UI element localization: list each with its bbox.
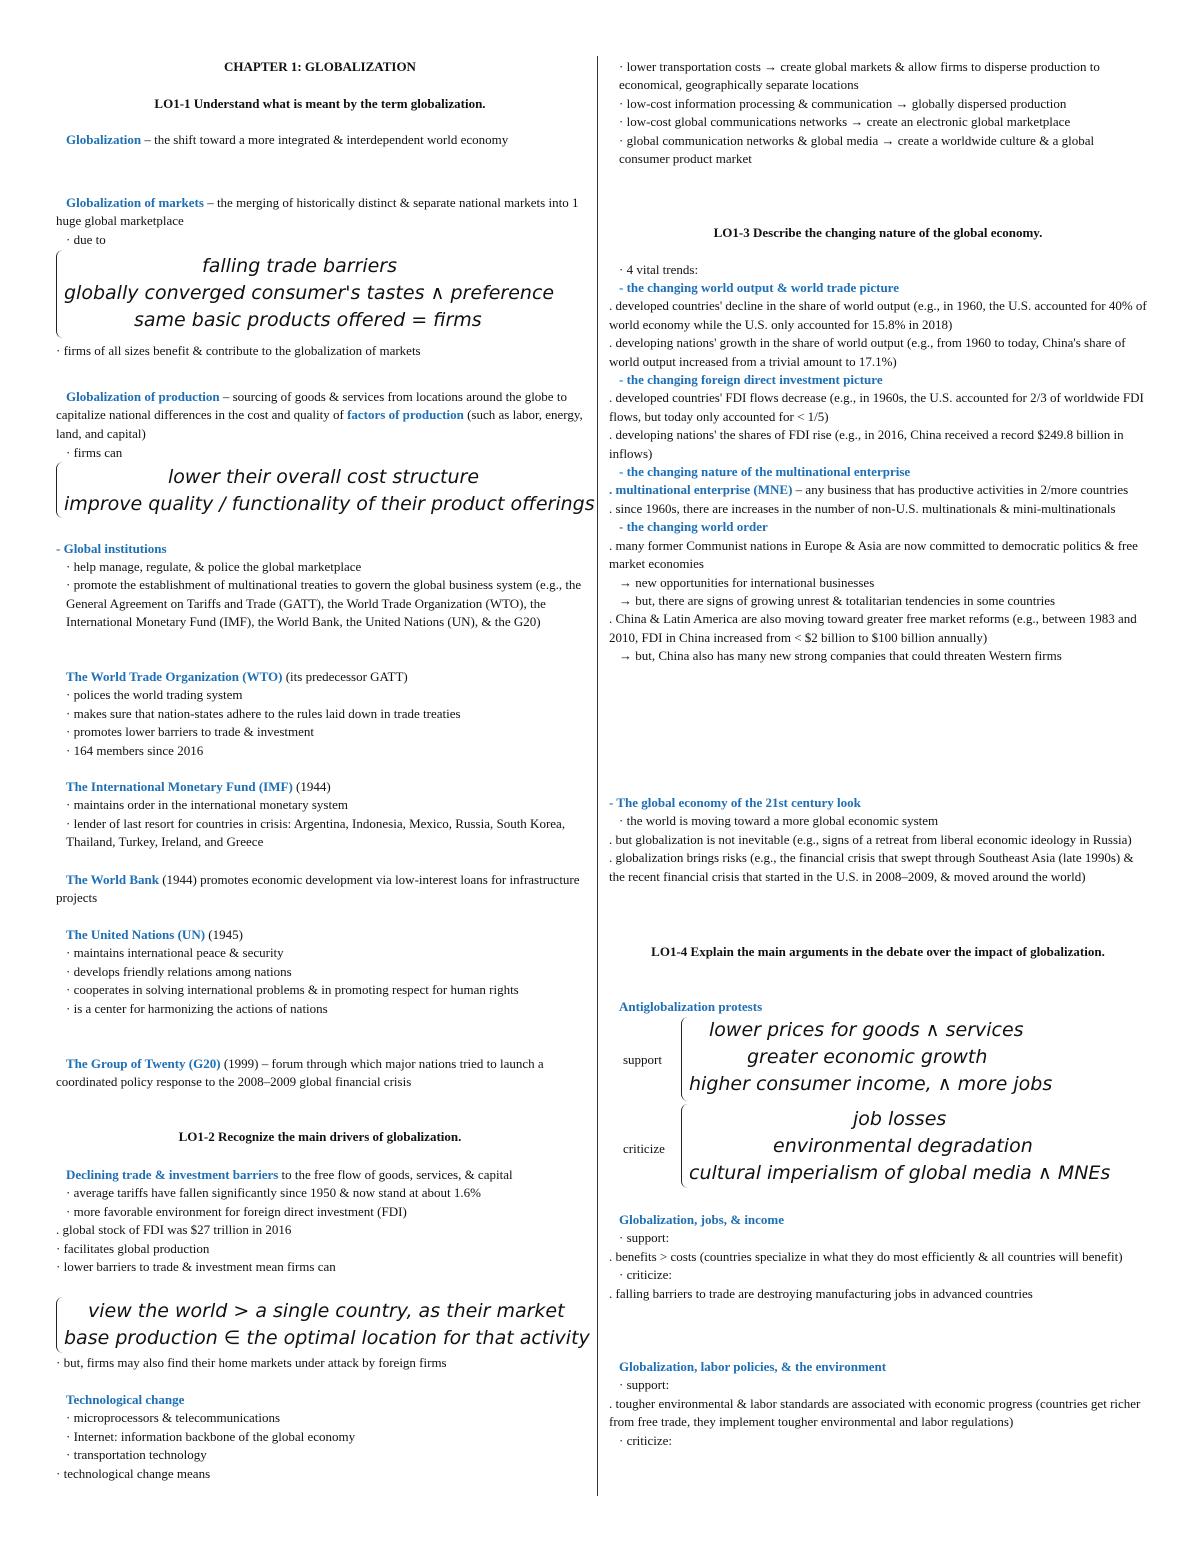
- trend3-term: - the changing nature of the multinational enterprise: [619, 464, 911, 480]
- globalization-definition: [56, 131, 584, 149]
- tech-block: [56, 1391, 584, 1483]
- list-item: . benefits > costs (countries specialize in what they do most efficiently & all countries will benefit): [609, 1248, 1123, 1264]
- world-bank-block: [56, 871, 584, 908]
- list-item: · lender of last resort for countries in crisis: Argentina, Indonesia, Mexico, Russia, South Korea, Thailand, Turkey, Ireland, and Greece: [66, 815, 566, 850]
- list-item: · the world is moving toward a more global economic system: [619, 813, 939, 829]
- list-item: · global communication networks & global media → create a worldwide culture & a global consumer product market: [619, 132, 1095, 167]
- list-item: · develops friendly relations among nations: [66, 963, 292, 979]
- list-item: · help manage, regulate, & police the global marketplace: [66, 559, 362, 574]
- declining-barriers-block: [56, 1166, 584, 1276]
- list-item: . many former Communist nations in Europe & Asia are now committed to democratic politics & free market economies: [609, 537, 1138, 572]
- glob-production-definition: [56, 388, 584, 443]
- declining-barriers-term: Declining trade & investment barriers: [66, 1167, 279, 1182]
- trend2-term: - the changing foreign direct investment picture: [619, 372, 883, 388]
- global21-term: - The global economy of the 21st century look: [609, 795, 861, 810]
- list-item: . tougher environmental & labor standards are associated with economic progress (countries get richer from free trade, they implement tougher environmental and labor regulations): [609, 1395, 1141, 1430]
- wto-term: The World Trade Organization (WTO): [66, 669, 283, 684]
- mne-def: – any business that has productive activities in 2/more countries: [792, 482, 1129, 498]
- formula-line: falling trade barriers: [202, 255, 398, 277]
- formula-line: greater economic growth: [747, 1046, 988, 1068]
- list-item: · microprocessors & telecommunications: [66, 1410, 281, 1426]
- criticize-brace: [681, 1104, 688, 1188]
- list-item: · transportation technology: [66, 1447, 207, 1463]
- list-item: · technological change means: [56, 1465, 211, 1481]
- list-item: · facilitates global production: [56, 1240, 210, 1256]
- list-item: . since 1960s, there are increases in the number of non-U.S. multinationals & mini-multinationals: [609, 500, 1116, 516]
- labor-term: Globalization, labor policies, & the environment: [619, 1359, 887, 1374]
- formula-line: base production ∈ the optimal location for that activity: [64, 1327, 590, 1349]
- column-divider: [597, 56, 598, 1496]
- global-institutions-list: [56, 558, 584, 632]
- due-to: · due to: [66, 232, 106, 247]
- list-item: · support:: [619, 1230, 670, 1246]
- list-item: . global stock of FDI was $27 trillion in 2016: [56, 1222, 292, 1238]
- lo2-heading: LO1-2 Recognize the main drivers of globalization.: [178, 1129, 462, 1144]
- world-bank-term: The World Bank: [66, 872, 159, 887]
- g20-term: The Group of Twenty (G20): [66, 1056, 221, 1071]
- formula-line: cultural imperialism of global media ∧ MNEs: [689, 1162, 1111, 1184]
- list-item: · criticize:: [619, 1267, 673, 1283]
- list-item: · low-cost global communications networks → create an electronic global marketplace: [619, 114, 1071, 130]
- support-brace: [681, 1017, 688, 1101]
- wto-block: [56, 668, 584, 760]
- chapter-title: CHAPTER 1: GLOBALIZATION: [224, 59, 416, 74]
- criticize-formula: [689, 1106, 1147, 1187]
- list-item: → but, there are signs of growing unrest & totalitarian tendencies in some countries: [619, 592, 1056, 608]
- labor-block: [609, 1358, 1147, 1450]
- list-item: . developed countries' FDI flows decrease (e.g., in 1960s, the U.S. accounted for 2/3 of worldwide FDI flows, but today only accounted for < 1/5): [609, 390, 1144, 424]
- formula-line: environmental degradation: [773, 1135, 1033, 1157]
- g20-def: (1999) – forum through which major nations tried to launch a coordinated policy response to the 2008–2009 global financial crisis: [56, 1056, 544, 1090]
- glob-production-term: Globalization of production: [66, 389, 220, 404]
- tech-term: Technological change: [66, 1392, 185, 1407]
- list-item: · support:: [619, 1377, 670, 1393]
- mne-definition: [609, 481, 1147, 499]
- glob-markets-definition: [56, 194, 584, 231]
- firms-can: · firms can: [66, 445, 123, 460]
- trend1-term: - the changing world output & world trade picture: [619, 280, 899, 295]
- glob-production-def: – sourcing of goods & services from locations around the globe to capitalize national differences in the cost and quality of: [56, 389, 567, 423]
- glob-markets-term: Globalization of markets: [66, 195, 204, 210]
- list-item: · maintains international peace & security: [66, 945, 284, 961]
- production-formula: [56, 464, 595, 518]
- global21-block: [609, 794, 1147, 886]
- antiglobalization-term: Antiglobalization protests: [619, 999, 763, 1014]
- list-item: . but globalization is not inevitable (e.g., signs of a retreat from liberal economic ideology in Russia): [609, 831, 1132, 847]
- un-def: (1945): [205, 927, 243, 942]
- list-item: → but, China also has many new strong companies that could threaten Western firms: [619, 648, 1062, 664]
- list-item: · more favorable environment for foreign direct investment (FDI): [66, 1203, 407, 1219]
- list-item: . falling barriers to trade are destroying manufacturing jobs in advanced countries: [609, 1285, 1033, 1301]
- formula-line: globally converged consumer's tastes ∧ preference: [64, 282, 555, 304]
- list-item: → new opportunities for international businesses: [619, 574, 875, 590]
- wto-def: (its predecessor GATT): [282, 669, 408, 684]
- list-item: · average tariffs have fallen significantly since 1950 & now stand at about 1.6%: [66, 1185, 481, 1201]
- formula-line: lower prices for goods ∧ services: [709, 1019, 1024, 1041]
- list-item: · lower barriers to trade & investment mean firms can: [56, 1259, 336, 1275]
- jobs-block: [609, 1211, 1147, 1303]
- tech-continued-list: [609, 58, 1147, 168]
- mne-term: . multinational enterprise (MNE): [609, 482, 793, 498]
- jobs-term: Globalization, jobs, & income: [619, 1212, 785, 1227]
- lo1-heading: LO1-1 Understand what is meant by the term globalization.: [154, 96, 486, 111]
- declining-barriers-def: to the free flow of goods, services, & capital: [278, 1167, 513, 1182]
- un-block: [56, 926, 584, 1018]
- drivers-formula: [56, 1298, 590, 1352]
- global-institutions-term: - Global institutions: [56, 541, 167, 556]
- support-label: support: [623, 1052, 662, 1067]
- formula-line: same basic products offered = firms: [134, 309, 482, 331]
- list-item: · Internet: information backbone of the global economy: [66, 1428, 356, 1444]
- list-item: . developed countries' decline in the share of world output (e.g., in 1960, the U.S. accounted for 40% of world economy while the U.S. only accounted for 15.8% in 2018): [609, 298, 1147, 332]
- globalization-def: – the shift toward a more integrated & interdependent world economy: [141, 132, 509, 147]
- lo4-heading: LO1-4 Explain the main arguments in the debate over the impact of globalization.: [651, 944, 1105, 959]
- formula-line: view the world > a single country, as their market: [88, 1300, 565, 1322]
- list-item: . globalization brings risks (e.g., the financial crisis that swept through Southeast Asia (late 1990s) & the recent financial crisis that started in the U.S. in 2008–2009, & moved around the world): [609, 850, 1134, 884]
- un-term: The United Nations (UN): [66, 927, 206, 942]
- list-item: · promotes lower barriers to trade & investment: [66, 724, 315, 740]
- list-item: · 164 members since 2016: [66, 742, 204, 758]
- vital-trends: · 4 vital trends:: [619, 262, 699, 277]
- list-item: · cooperates in solving international problems & in promoting respect for human rights: [66, 982, 519, 998]
- list-item: · promote the establishment of multinational treaties to govern the global business system (e.g., the General Agreement on Tariffs and Trade (GATT), the World Trade Organization (WTO), the International Monetary Fund (IMF), the World Bank, the United Nations (UN), & the G20): [66, 577, 582, 630]
- trend4-term: - the changing world order: [619, 519, 768, 535]
- criticize-label: criticize: [623, 1141, 665, 1156]
- imf-def: (1944): [292, 779, 331, 794]
- drivers-note: · but, firms may also find their home markets under attack by foreign firms: [56, 1355, 447, 1370]
- list-item: · is a center for harmonizing the actions of nations: [66, 1000, 328, 1016]
- glob-markets-def: – the merging of historically distinct & separate national markets into 1 huge global marketplace: [56, 195, 579, 229]
- formula-line: lower their overall cost structure: [168, 466, 480, 488]
- markets-note: · firms of all sizes benefit & contribute to the globalization of markets: [56, 343, 421, 358]
- list-item: · criticize:: [619, 1432, 673, 1448]
- list-item: · low-cost information processing & communication → globally dispersed production: [619, 95, 1067, 111]
- globalization-term: Globalization: [66, 132, 142, 147]
- list-item: · makes sure that nation-states adhere to the rules laid down in trade treaties: [66, 705, 461, 721]
- g20-block: [56, 1055, 584, 1092]
- list-item: · lower transportation costs → create global markets & allow firms to disperse production to economical, geographically separate locations: [619, 59, 1100, 93]
- lo3-heading: LO1-3 Describe the changing nature of the global economy.: [713, 225, 1043, 240]
- list-item: . developing nations' growth in the share of world output (e.g., from 1960 to today, China's share of world output increased from a trivial amount to 17.1%): [609, 335, 1126, 369]
- imf-term: The International Monetary Fund (IMF): [66, 779, 293, 794]
- markets-formula: [56, 253, 584, 334]
- formula-line: improve quality / functionality of their product offerings: [64, 493, 595, 515]
- formula-line: job losses: [853, 1108, 947, 1130]
- list-item: · maintains order in the international monetary system: [66, 797, 348, 813]
- support-formula: [689, 1017, 1147, 1098]
- imf-block: [56, 778, 584, 852]
- formula-line: higher consumer income, ∧ more jobs: [689, 1073, 1053, 1095]
- list-item: . China & Latin America are also moving toward greater free market reforms (e.g., between 1983 and 2010, FDI in China increased from < $2 billion to $100 billion annually): [609, 611, 1137, 645]
- list-item: . developing nations' the shares of FDI rise (e.g., in 2016, China received a record $249.8 billion in inflows): [609, 427, 1124, 461]
- world-bank-def: (1944) promotes economic development via low-interest loans for infrastructure projects: [56, 872, 580, 906]
- trend1-block: [609, 279, 1147, 666]
- factors-def: (such as labor, energy, land, and capital): [56, 407, 583, 441]
- list-item: · polices the world trading system: [66, 687, 243, 703]
- factors-term: factors of production: [347, 407, 464, 423]
